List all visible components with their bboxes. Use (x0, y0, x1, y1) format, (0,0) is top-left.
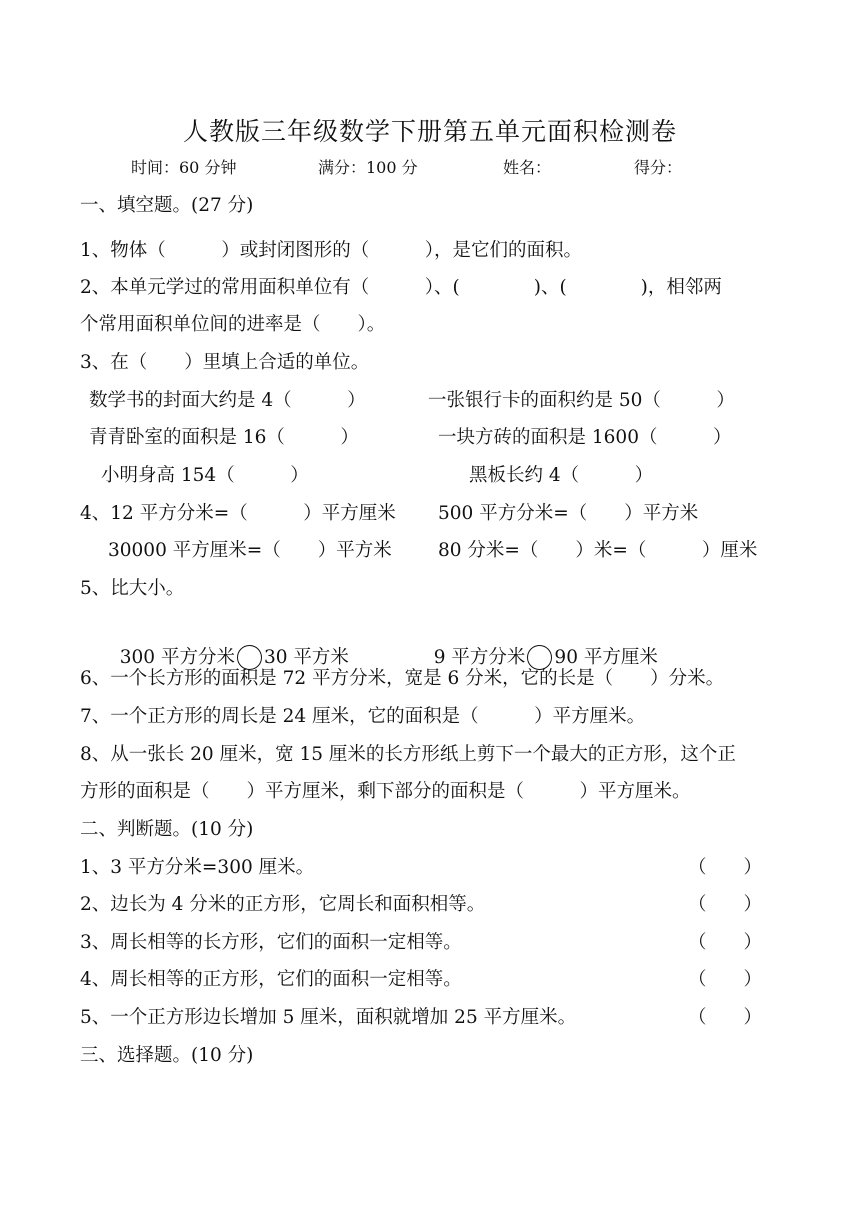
compare-2-left: 9 平方分米 (433, 647, 526, 668)
question-1-3-item-2: 一张银行卡的面积约是 50（ ） (428, 390, 735, 411)
meta-full-score: 满分：100 分 (318, 158, 418, 177)
question-1-3-item-3: 青青卧室的面积是 16（ ） (89, 427, 359, 448)
judge-answer-bracket[interactable]: （ ） (688, 894, 763, 915)
judge-item-2: 2、边长为 4 分米的正方形，它周长和面积相等。 (80, 894, 486, 915)
judge-item-4: 4、周长相等的正方形，它们的面积一定相等。 (80, 969, 462, 990)
question-1-4-item-3: 30000 平方厘米=（ ）平方米 (108, 540, 392, 561)
question-1-4-item-1: 4、12 平方分米=（ ）平方厘米 (80, 503, 396, 524)
compare-row-1 (108, 621, 349, 670)
meta-name: 姓名： (503, 158, 552, 177)
section-2-heading: 二、判断题。(10 分) (80, 819, 254, 840)
question-1-3-item-4: 一块方砖的面积是 1600（ ） (438, 427, 732, 448)
question-1-2-line2: 个常用面积单位间的进率是（ ）。 (80, 314, 386, 335)
question-1-3-item-1: 数学书的封面大约是 4（ ） (89, 390, 366, 411)
judge-answer-bracket[interactable]: （ ） (688, 1007, 763, 1028)
question-1-6: 6、一个长方形的面积是 72 平方分米，宽是 6 分米，它的长是（ ）分米。 (80, 668, 725, 689)
page-title: 人教版三年级数学下册第五单元面积检测卷 (182, 117, 677, 146)
compare-2-right: 90 平方厘米 (554, 647, 658, 668)
judge-answer-bracket[interactable]: （ ） (688, 857, 763, 878)
section-1-heading: 一、填空题。(27 分) (80, 195, 254, 216)
section-3-heading: 三、选择题。(10 分) (80, 1045, 254, 1066)
question-1-4-item-4: 80 分米=（ ）米=（ ）厘米 (438, 540, 758, 561)
question-1-3: 3、在（ ）里填上合适的单位。 (80, 352, 370, 373)
compare-1-left: 300 平方分米 (119, 647, 235, 668)
question-1-3-item-5: 小明身高 154（ ） (101, 465, 309, 486)
judge-item-5: 5、一个正方形边长增加 5 厘米，面积就增加 25 平方厘米。 (80, 1007, 577, 1028)
meta-time: 时间：60 分钟 (131, 158, 237, 177)
compare-row-2 (422, 621, 658, 670)
question-1-1: 1、物体（ ）或封闭图形的（ ），是它们的面积。 (80, 240, 583, 261)
judge-answer-bracket[interactable]: （ ） (688, 969, 763, 990)
question-1-2-line1: 2、本单元学过的常用面积单位有（ ）、( )、( )，相邻两 (80, 277, 722, 298)
question-1-4-item-2: 500 平方分米=（ ）平方米 (438, 503, 699, 524)
question-1-8-line2: 方形的面积是（ ）平方厘米，剩下部分的面积是（ ）平方厘米。 (80, 781, 691, 802)
judge-item-1: 1、3 平方分米=300 厘米。 (80, 857, 315, 878)
question-1-5: 5、比大小。 (80, 578, 185, 599)
compare-1-right: 30 平方米 (263, 647, 349, 668)
question-1-7: 7、一个正方形的周长是 24 厘米，它的面积是（ ）平方厘米。 (80, 706, 646, 727)
judge-item-3: 3、周长相等的长方形，它们的面积一定相等。 (80, 932, 462, 953)
question-1-3-item-6: 黑板长约 4（ ） (469, 465, 654, 486)
question-1-8-line1: 8、从一张长 20 厘米，宽 15 厘米的长方形纸上剪下一个最大的正方形，这个正 (80, 744, 736, 765)
meta-score: 得分： (634, 158, 683, 177)
judge-answer-bracket[interactable]: （ ） (688, 932, 763, 953)
